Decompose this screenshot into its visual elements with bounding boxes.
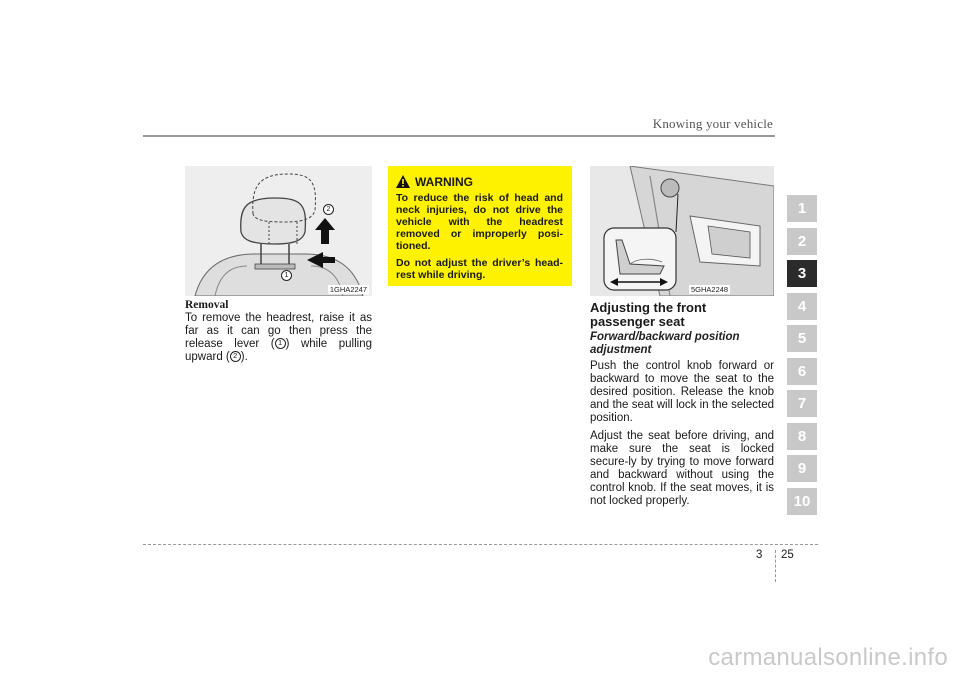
adjust-paragraph-1: Push the control knob forward or backward to move the seat to the desired position. Release the knob and the seat will lock in the selected position. (590, 360, 774, 424)
header-rule (143, 135, 775, 137)
section-subtitle: Forward/backward position adjustment (590, 331, 740, 356)
footer-chapter-number: 3 (756, 549, 763, 561)
chapter-tab-8[interactable]: 8 (787, 423, 817, 450)
chapter-tab-1[interactable]: 1 (787, 195, 817, 222)
removal-text-b: ) while pulling upward ( (185, 338, 372, 363)
callout-1: 1 (281, 270, 292, 281)
seat-figure (590, 166, 774, 296)
chapter-tab-10[interactable]: 10 (787, 488, 817, 515)
warning-paragraph-2: Do not adjust the driver’s head-rest while driving. (396, 257, 563, 281)
right-column-text (590, 301, 774, 513)
footer-divider (775, 550, 776, 582)
chapter-tab-9[interactable]: 9 (787, 455, 817, 482)
chapter-tab-7[interactable]: 7 (787, 390, 817, 417)
seat-control-illustration (590, 166, 774, 296)
warning-box (388, 166, 572, 286)
removal-subhead: Removal (185, 299, 229, 311)
warning-paragraph-1: To reduce the risk of head and neck injuries, do not drive the vehicle with the headrest removed or improperly posi-tioned. (396, 192, 563, 252)
warning-text (396, 192, 563, 286)
page-header-title: Knowing your vehicle (652, 116, 773, 131)
chapter-tab-4[interactable]: 4 (787, 293, 817, 320)
watermark: carmanualsonline.info (708, 644, 948, 671)
pull-callout: 2 (230, 351, 241, 362)
chapter-tabs (787, 195, 817, 520)
figure-code-left: 1GHA2247 (329, 285, 367, 294)
callout-2: 2 (323, 204, 334, 215)
chapter-tab-5[interactable]: 5 (787, 325, 817, 352)
headrest-illustration (185, 166, 372, 296)
figure-code-right: 5GHA2248 (691, 285, 729, 294)
lever-callout: 1 (275, 338, 286, 349)
left-column-text (185, 299, 372, 369)
warning-triangle-icon (396, 175, 410, 188)
removal-text-a: To remove the headrest, raise it as far as it can go then press the release lever ( (185, 312, 372, 350)
footer-page-number: 25 (781, 549, 794, 561)
adjust-paragraph-2: Adjust the seat before driving, and make sure the seat is locked secure-ly by trying to move forward and backward without using the control knob. If the seat moves, it is not locked properly. (590, 430, 774, 507)
headrest-figure (185, 166, 372, 296)
chapter-tab-2[interactable]: 2 (787, 228, 817, 255)
footer-rule (143, 544, 818, 545)
warning-title: WARNING (415, 175, 473, 189)
section-title: Adjusting the front passenger seat (590, 300, 707, 329)
removal-text-c: ). (240, 351, 248, 363)
removal-paragraph (185, 312, 372, 364)
chapter-tab-3[interactable]: 3 (787, 260, 817, 287)
chapter-tab-6[interactable]: 6 (787, 358, 817, 385)
